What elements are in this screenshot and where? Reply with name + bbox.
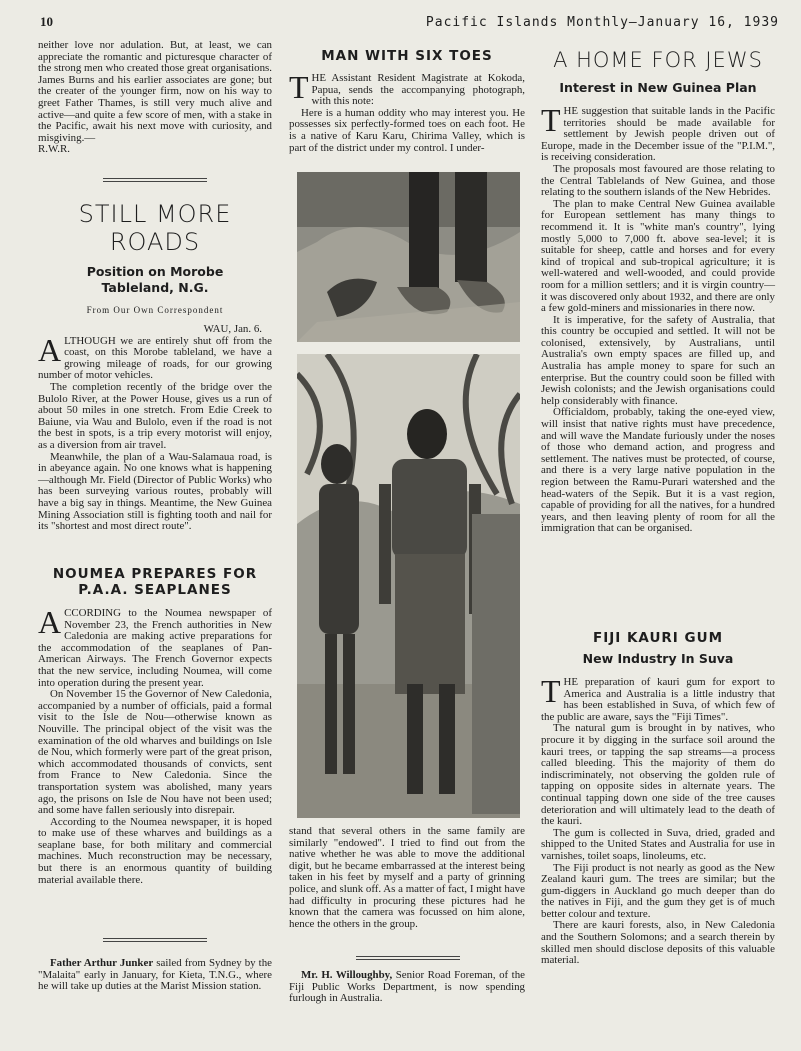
page-number: 10 bbox=[40, 14, 53, 29]
paragraph: The natural gum is brought in by natives, who procure it by digging in the surface soil around the kauri trees, or tapping the sap streams—a process called bleeding. This the majority of them do indiscriminately, not observing the golden rule of tapping on opposite sides in alternate years. The continual tapping down one side of the tree causes deterioration and will ultimately lead to the death of the kauri. bbox=[541, 722, 775, 828]
paragraph: The Fiji product is not nearly as good as the New Zealand kauri gum. The trees are similar; but the gum-diggers in Auckland go much deeper than do the natives in Fiji, and the gum they get is of much better colour and texture. bbox=[541, 861, 775, 920]
drop-cap: T bbox=[541, 102, 561, 138]
article-fiji-kauri-gum bbox=[541, 630, 775, 967]
paragraph: The gum is collected in Suva, dried, graded and shipped to the United States and Australia for use in varnishes, toilet soaps, linoleums, etc. bbox=[541, 826, 775, 862]
paragraph: HE preparation of kauri gum for export to America and Australia is a little industry that has been established in Suva, of which few of the public are aware, says the "Fiji Times". bbox=[541, 676, 775, 723]
brief-name: Mr. H. Willoughby, bbox=[301, 969, 393, 981]
article-subtitle: Interest in New Guinea Plan bbox=[559, 80, 757, 95]
column-1-intro bbox=[38, 40, 272, 156]
article-six-toes-continued bbox=[289, 826, 525, 930]
drop-cap: T bbox=[289, 69, 309, 105]
paragraph: HE suggestion that suitable lands in the Pacific territories should be made available for settlement by Jewish people driven out of Europe, made in the December issue of the "P.I.M.", is receiving consideration. bbox=[541, 105, 775, 164]
drop-cap: A bbox=[38, 331, 62, 368]
article-still-more-roads bbox=[38, 200, 272, 533]
divider bbox=[356, 956, 460, 960]
paragraph: HE Assistant Resident Magistrate at Kokoda, Papua, sends the accompanying photograph, with this note: bbox=[311, 72, 525, 108]
article-title: MAN WITH SIX TOES bbox=[321, 48, 493, 64]
paragraph: LTHOUGH we are entirely shut off from the coast, on this Morobe tableland, we have a growing mileage of roads, for our growing number of motor vehicles. bbox=[38, 334, 272, 382]
divider bbox=[103, 178, 207, 182]
intro-signature: R.W.R. bbox=[38, 143, 70, 156]
article-title: NOUMEA PREPARES FOR P.A.A. SEAPLANES bbox=[52, 566, 258, 598]
paragraph: The proposals most favoured are those relating to the Central Tablelands of New Guinea, and those relating to the southern islands of the New Hebrides. bbox=[541, 162, 775, 199]
article-home-for-jews bbox=[541, 48, 775, 535]
brief-junker bbox=[38, 958, 272, 993]
paragraph: On November 15 the Governor of New Caledonia, accompanied by a number of officials, paid a formal visit to the Isle de Nou—otherwise known as Nouville. The principal object of the visit was the examination of the old wharves and buildings on Isle de Nou, which formerly were part of the great prison, which accommodated thousands of convicts, sent from France to New Caledonia. Since the transportation system was abolished, many years ago, the prisons on Isle de Nou have not been used; and some have fallen seriously into disrepair. bbox=[38, 688, 272, 817]
brief-name: Father Arthur Junker bbox=[50, 957, 154, 969]
paragraph: CCORDING to the Noumea newspaper of November 23, the French authorities in New Caledonia are making active preparations for the accommodation of the seaplanes of Pan-American Airways. The French Governor expects that the new service, including Noumea, will come into operation during the present year. bbox=[38, 607, 272, 689]
brief-willoughby bbox=[289, 970, 525, 1005]
brief-text: sailed from Sydney by the "Malaita" early in January, for Kieta, T.N.G., where he will take up duties at the Marist Mission station. bbox=[38, 957, 272, 993]
drop-cap: T bbox=[541, 673, 561, 709]
article-six-toes bbox=[289, 48, 525, 154]
article-title: FIJI KAURI GUM bbox=[592, 630, 724, 646]
paragraph: It is imperative, for the safety of Australia, that this country be occupied and settled. It will not be colonised, extensively, by Australians, until Australia's own empty spaces are filled up, and Australia has ample money to spare for such an enterprise. But the country could soon be filled with Jewish colonists; and the Jewish organisations could help considerably with finance. bbox=[541, 313, 775, 407]
paragraph: The completion recently of the bridge over the Bulolo River, at the Power House, gives us a run of about 50 miles in one stretch. From Edie Creek to Baiune, via Wau and Bulolo, even if the road is not the best in spots, is a trip every motorist will enjoy, as a diversion from air travel. bbox=[38, 380, 272, 451]
paragraph: stand that several others in the same family are similarly "endowed". I tried to find out from the native whether he was able to move the additional digit, but he became embarrassed at the interest being taken in his feet by myself and a party of grinning police, and slunk off. As a matter of fact, I might have had difficulty in procuring these pictures had he known that the camera was focussed on him alone, hence the others in the group. bbox=[289, 825, 525, 930]
paragraph: Officialdom, probably, taking the one-eyed view, will insist that native rights must have precedence, and will wave the Mandate furiously under the noses of those who demand action, and progress and settlement. The natives must be protected, of course, and there is a very large native population in the region between the Ramu-Purari watershed and the head-waters of the Sepik. But it is a vast region, capable of providing for all the natives, for a hundred years, and then leaving plenty of room for all the immigration that can be organised. bbox=[541, 406, 775, 535]
article-title: A HOME FOR JEWS bbox=[553, 48, 763, 72]
article-title: STILL MORE ROADS bbox=[78, 200, 232, 256]
drop-cap: A bbox=[38, 604, 62, 640]
publication-header: Pacific Islands Monthly—January 16, 1939 bbox=[425, 15, 779, 30]
photo-feet bbox=[297, 172, 520, 342]
intro-paragraph: neither love nor adulation. But, at least, we can appreciate the romantic and picturesque character of the strong men who created those great organisations. James Burns and his earlier associates are gone; but the creater of the younger firm, now on his way to greet Father Thames, is still very much alive and active—and quite a few score of men, with a stake in the Pacific, await his next move with curiosity, and misgiving.— bbox=[38, 39, 272, 144]
byline: From Our Own Correspondent bbox=[86, 305, 224, 315]
paragraph: The plan to make Central New Guinea available for European settlement has many things to recommend it. It is "white man's country", lying mostly 5,000 to 7,000 ft. above sea-level; it is suitable for sheep, cattle and horses and for every kind of tropical and sub-tropical agriculture; it is well-watered and well-wooded, and could provide room for a million settlers; and it is virgin country—it was discovered only about 1932, and there are only a few gold-miners and missionaries in there now. bbox=[541, 197, 775, 315]
paragraph: According to the Noumea newspaper, it is hoped to make use of these wharves and buildings as a seaplane base, for both military and commercial machines. Much reconstruction may be necessary, but there is an enormous quantity of building material available there. bbox=[38, 815, 272, 886]
paragraph: Meanwhile, the plan of a Wau-Salamaua road, is in abeyance again. No one knows what is happening—although Mr. Field (Director of Public Works) who has been surveying various routes, probably will have a big say in things. Meantime, the New Guinea Mining Association still is fighting tooth and nail for its "shortest and most direct route". bbox=[38, 450, 272, 533]
article-subtitle: New Industry In Suva bbox=[582, 651, 734, 666]
paragraph: Here is a human oddity who may interest you. He possesses six perfectly-formed toes on each foot. He is a native of Karu Karu, Chirima Valley, which is part of the district under my control. I under- bbox=[289, 106, 525, 154]
article-noumea bbox=[38, 566, 272, 886]
photo-group bbox=[297, 354, 520, 818]
dateline: WAU, Jan. 6. bbox=[203, 323, 262, 335]
paragraph: There are kauri forests, also, in New Caledonia and the Southern Solomons; and a search therein by skilled men should disclose deposits of this valuable material. bbox=[541, 919, 775, 967]
article-subtitle: Position on Morobe Tableland, N.G. bbox=[86, 264, 224, 295]
brief-text: Senior Road Foreman, of the Fiji Public Works Department, is now spending furlough in Australia. bbox=[289, 969, 525, 1005]
divider bbox=[103, 938, 207, 942]
